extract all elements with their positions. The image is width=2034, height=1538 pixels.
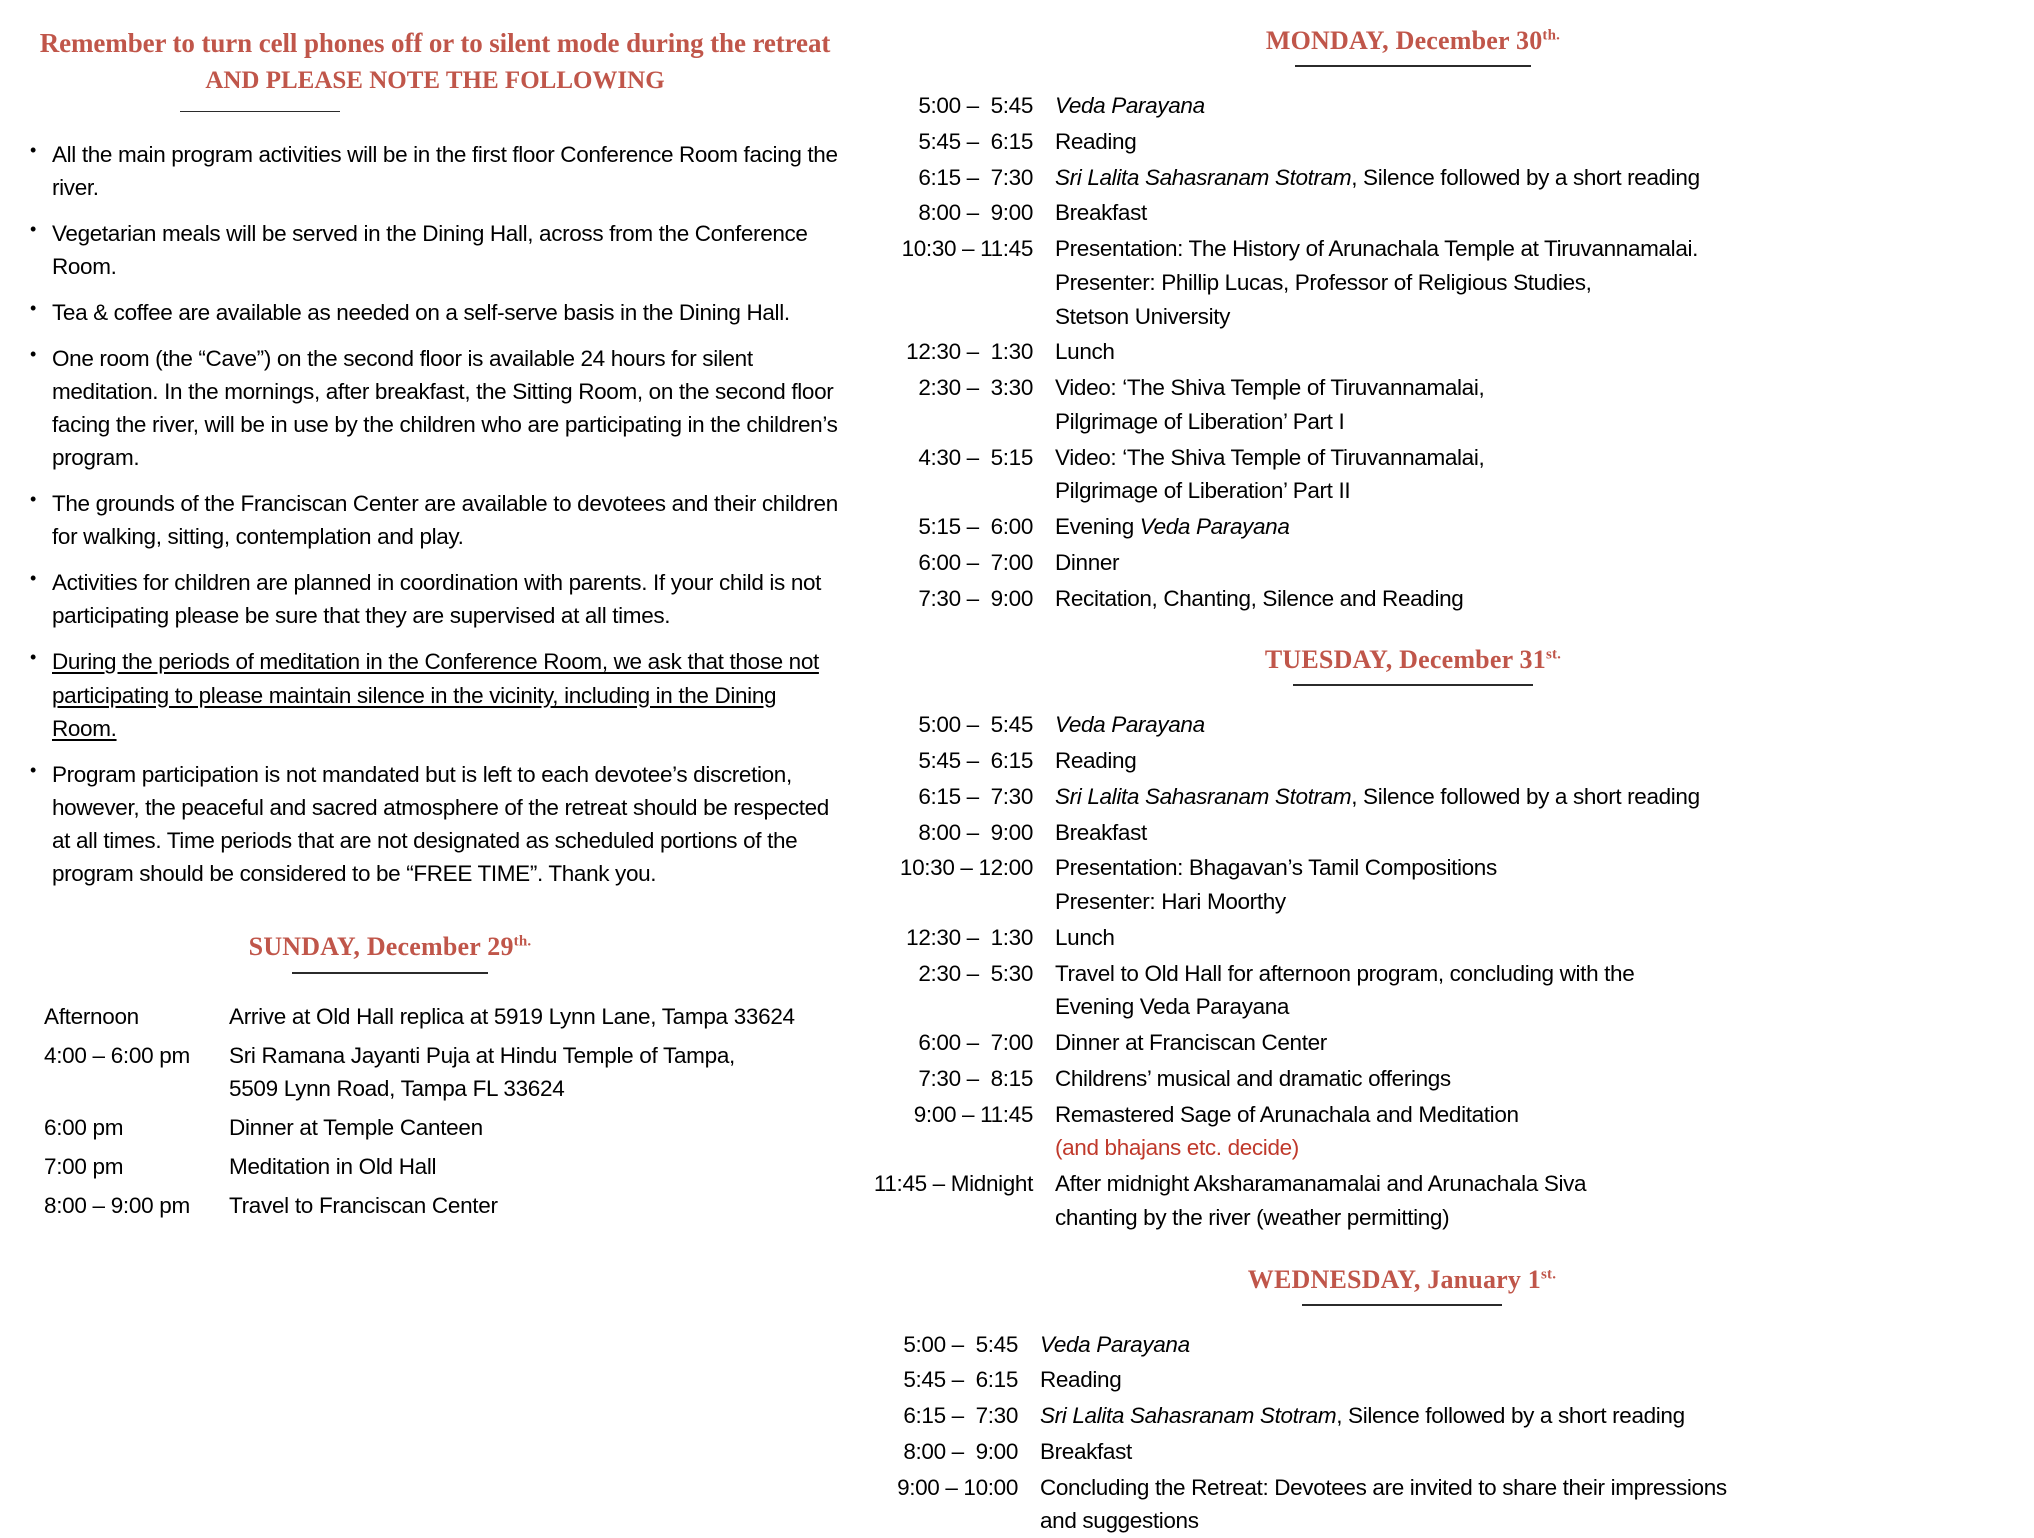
guideline-item — [30, 138, 840, 204]
divider-rule — [180, 111, 340, 112]
guideline-text: The grounds of the Franciscan Center are available to devotees and their children for walking, sitting, contemplation and play. — [52, 491, 838, 549]
schedule-subline: Stetson University — [1055, 300, 2024, 334]
tuesday-date-suffix: st. — [1546, 647, 1561, 663]
schedule-row — [840, 1167, 2024, 1235]
schedule-description — [1040, 1328, 2024, 1362]
schedule-description — [1040, 1471, 2024, 1538]
schedule-row — [840, 546, 2024, 580]
schedule-text: Dinner at Franciscan Center — [1055, 1030, 1327, 1055]
schedule-time: 2:30 – 3:30 — [840, 371, 1055, 439]
schedule-description — [1055, 510, 2024, 544]
guideline-text: All the main program activities will be in the first floor Conference Room facing the river. — [52, 142, 838, 200]
tuesday-schedule — [840, 708, 2024, 1234]
schedule-subline: and suggestions — [1040, 1504, 2024, 1538]
schedule-subline: Presenter: Phillip Lucas, Professor of Religious Studies, — [1055, 266, 2024, 300]
schedule-description — [1055, 125, 2024, 159]
schedule-text: , Silence followed by a short reading — [1351, 165, 1700, 190]
schedule-row — [840, 1098, 2024, 1166]
schedule-description — [229, 1000, 840, 1034]
tuesday-heading — [840, 645, 1986, 675]
schedule-text: Travel to Old Hall for afternoon program, concluding with the — [1055, 961, 1634, 986]
sunday-heading — [30, 932, 750, 962]
schedule-description — [1055, 196, 2024, 230]
schedule-description — [229, 1189, 840, 1223]
schedule-row — [840, 1471, 2024, 1538]
schedule-time: 12:30 – 1:30 — [840, 921, 1055, 955]
notice-line-1: Remember to turn cell phones off or to silent mode during the retreat — [30, 26, 840, 62]
schedule-time: 8:00 – 9:00 — [840, 196, 1055, 230]
schedule-description — [1055, 851, 2024, 919]
schedule-time: 6:00 – 7:00 — [840, 546, 1055, 580]
schedule-text: Sri Ramana Jayanti Puja at Hindu Temple of Tampa, — [229, 1043, 735, 1068]
schedule-description — [1055, 921, 2024, 955]
guideline-text: During the periods of meditation in the Conference Room, we ask that those not participating to please maintain silence in the vicinity, including in the Dining Room. — [52, 649, 819, 740]
schedule-description — [1055, 1098, 2024, 1166]
schedule-time: 12:30 – 1:30 — [840, 335, 1055, 369]
schedule-text: , Silence followed by a short reading — [1351, 784, 1700, 809]
guidelines-list — [30, 138, 840, 890]
schedule-description — [1055, 335, 2024, 369]
schedule-text: Video: ‘The Shiva Temple of Tiruvannamalai, — [1055, 375, 1484, 400]
guideline-item — [30, 645, 840, 744]
schedule-time: 5:45 – 6:15 — [840, 125, 1055, 159]
tuesday-divider-rule — [1293, 684, 1533, 686]
schedule-text: Arrive at Old Hall replica at 5919 Lynn Lane, Tampa 33624 — [229, 1004, 795, 1029]
schedule-row — [840, 510, 2024, 544]
schedule-time: 6:00 – 7:00 — [840, 1026, 1055, 1060]
schedule-description — [1055, 780, 2024, 814]
schedule-description — [1055, 232, 2024, 333]
schedule-row — [840, 89, 2024, 123]
monday-divider-rule — [1295, 65, 1531, 67]
schedule-text: Reading — [1055, 748, 1136, 773]
sunday-day-label: SUNDAY, December 29 — [249, 932, 514, 961]
schedule-row — [840, 371, 2024, 439]
schedule-text: After midnight Aksharamanamalai and Arunachala Siva — [1055, 1171, 1586, 1196]
schedule-text: Lunch — [1055, 339, 1115, 364]
schedule-text: Video: ‘The Shiva Temple of Tiruvannamalai, — [1055, 445, 1484, 470]
right-column — [840, 0, 2034, 1521]
left-column — [0, 0, 840, 1521]
guideline-text: One room (the “Cave”) on the second floor is available 24 hours for silent meditation. In the mornings, after breakfast, the Sitting Room, on the second floor facing the river, will be in use by the children who are participating in the children’s program. — [52, 346, 838, 470]
monday-heading-wrap — [840, 26, 2024, 67]
guideline-item — [30, 342, 840, 474]
schedule-row — [840, 196, 2024, 230]
schedule-description — [1055, 1062, 2024, 1096]
tuesday-heading-wrap — [840, 645, 2024, 686]
schedule-description — [229, 1039, 840, 1107]
phone-notice — [30, 26, 840, 112]
schedule-subline: Presenter: Hari Moorthy — [1055, 885, 2024, 919]
schedule-text: Breakfast — [1055, 820, 1147, 845]
schedule-time: 5:00 – 5:45 — [840, 89, 1055, 123]
schedule-text: Recitation, Chanting, Silence and Reading — [1055, 586, 1463, 611]
guideline-text: Activities for children are planned in coordination with parents. If your child is not participating please be sure that they are supervised at all times. — [52, 570, 821, 628]
schedule-time: 10:30 – 12:00 — [840, 851, 1055, 919]
sunday-schedule — [30, 1000, 840, 1223]
schedule-time: 8:00 – 9:00 — [840, 1435, 1040, 1469]
schedule-time: 5:00 – 5:45 — [840, 708, 1055, 742]
schedule-text: Childrens’ musical and dramatic offerings — [1055, 1066, 1451, 1091]
schedule-time: 2:30 – 5:30 — [840, 957, 1055, 1025]
schedule-description — [1055, 161, 2024, 195]
schedule-time: 6:15 – 7:30 — [840, 780, 1055, 814]
monday-block — [840, 26, 2024, 615]
schedule-row — [44, 1150, 840, 1184]
schedule-row — [840, 335, 2024, 369]
schedule-row — [840, 1062, 2024, 1096]
schedule-description — [1055, 1026, 2024, 1060]
schedule-italic-title: Veda Parayana — [1055, 712, 1205, 737]
schedule-row — [44, 1000, 840, 1034]
schedule-italic-title: Sri Lalita Sahasranam Stotram — [1055, 165, 1351, 190]
schedule-subline: chanting by the river (weather permitting) — [1055, 1201, 2024, 1235]
wednesday-heading-wrap — [840, 1265, 2024, 1306]
schedule-description — [1055, 708, 2024, 742]
schedule-row — [44, 1039, 840, 1107]
guideline-text: Program participation is not mandated but is left to each devotee’s discretion, however, the peaceful and sacred atmosphere of the retreat should be respected at all times. Time periods that are not designated as scheduled portions of the program should be considered to be “FREE TIME”. Thank you. — [52, 762, 829, 886]
schedule-subline: 5509 Lynn Road, Tampa FL 33624 — [229, 1072, 840, 1106]
schedule-row — [840, 1026, 2024, 1060]
wednesday-schedule — [840, 1328, 2024, 1538]
schedule-text: Lunch — [1055, 925, 1115, 950]
schedule-row — [840, 744, 2024, 778]
guideline-item — [30, 758, 840, 890]
schedule-subline: Evening Veda Parayana — [1055, 990, 2024, 1024]
tuesday-day-label: TUESDAY, December 31 — [1265, 645, 1546, 674]
schedule-text: Presentation: Bhagavan’s Tamil Compositions — [1055, 855, 1497, 880]
schedule-text: Reading — [1040, 1367, 1121, 1392]
schedule-description — [1055, 957, 2024, 1025]
wednesday-day-label: WEDNESDAY, January 1 — [1248, 1265, 1541, 1294]
schedule-description — [1040, 1399, 2024, 1433]
schedule-time: 10:30 – 11:45 — [840, 232, 1055, 333]
schedule-row — [840, 957, 2024, 1025]
guideline-item — [30, 217, 840, 283]
schedule-row — [44, 1189, 840, 1223]
schedule-italic-title: Sri Lalita Sahasranam Stotram — [1055, 784, 1351, 809]
schedule-red-note: (and bhajans etc. decide) — [1055, 1131, 2024, 1165]
schedule-time: 6:15 – 7:30 — [840, 1399, 1040, 1433]
sunday-divider-rule — [292, 972, 488, 974]
schedule-italic-title: Veda Parayana — [1140, 514, 1290, 539]
schedule-time: Afternoon — [44, 1000, 229, 1034]
schedule-subline: Pilgrimage of Liberation’ Part II — [1055, 474, 2024, 508]
schedule-italic-title: Veda Parayana — [1055, 93, 1205, 118]
notice-line-2: AND PLEASE NOTE THE FOLLOWING — [30, 64, 840, 97]
schedule-text: Dinner at Temple Canteen — [229, 1115, 483, 1140]
schedule-time: 4:00 – 6:00 pm — [44, 1039, 229, 1107]
schedule-row — [840, 1435, 2024, 1469]
schedule-text: Breakfast — [1040, 1439, 1132, 1464]
schedule-row — [840, 780, 2024, 814]
schedule-time: 6:00 pm — [44, 1111, 229, 1145]
schedule-text: Concluding the Retreat: Devotees are invited to share their impressions — [1040, 1475, 1727, 1500]
schedule-time: 6:15 – 7:30 — [840, 161, 1055, 195]
schedule-time: 4:30 – 5:15 — [840, 441, 1055, 509]
schedule-time: 5:45 – 6:15 — [840, 744, 1055, 778]
monday-schedule — [840, 89, 2024, 615]
schedule-time: 8:00 – 9:00 pm — [44, 1189, 229, 1223]
monday-day-label: MONDAY, December 30 — [1266, 26, 1543, 55]
schedule-row — [840, 232, 2024, 333]
schedule-row — [44, 1111, 840, 1145]
schedule-description — [229, 1150, 840, 1184]
schedule-text: Travel to Franciscan Center — [229, 1193, 498, 1218]
schedule-row — [840, 816, 2024, 850]
wednesday-heading — [840, 1265, 1964, 1295]
schedule-time: 9:00 – 10:00 — [840, 1471, 1040, 1538]
schedule-description — [1040, 1435, 2024, 1469]
schedule-time: 5:45 – 6:15 — [840, 1363, 1040, 1397]
schedule-description — [1055, 816, 2024, 850]
schedule-text: Remastered Sage of Arunachala and Meditation — [1055, 1102, 1519, 1127]
schedule-description — [1055, 371, 2024, 439]
wednesday-date-suffix: st. — [1541, 1266, 1556, 1282]
wednesday-block — [840, 1265, 2024, 1538]
schedule-time: 9:00 – 11:45 — [840, 1098, 1055, 1166]
schedule-row — [840, 125, 2024, 159]
tuesday-block — [840, 645, 2024, 1234]
schedule-text: Presentation: The History of Arunachala Temple at Tiruvannamalai. — [1055, 236, 1698, 261]
schedule-row — [840, 851, 2024, 919]
schedule-time: 7:30 – 9:00 — [840, 582, 1055, 616]
schedule-row — [840, 161, 2024, 195]
schedule-time: 5:15 – 6:00 — [840, 510, 1055, 544]
guideline-text: Tea & coffee are available as needed on a self-serve basis in the Dining Hall. — [52, 300, 790, 325]
schedule-row — [840, 708, 2024, 742]
schedule-row — [840, 582, 2024, 616]
schedule-text: Evening — [1055, 514, 1140, 539]
schedule-description — [1055, 441, 2024, 509]
guideline-item — [30, 487, 840, 553]
schedule-row — [840, 921, 2024, 955]
schedule-description — [1055, 546, 2024, 580]
schedule-row — [840, 1363, 2024, 1397]
wednesday-divider-rule — [1302, 1304, 1502, 1306]
schedule-description — [1055, 1167, 2024, 1235]
schedule-description — [1055, 744, 2024, 778]
schedule-time: 5:00 – 5:45 — [840, 1328, 1040, 1362]
schedule-text: , Silence followed by a short reading — [1336, 1403, 1685, 1428]
sunday-date-suffix: th. — [514, 933, 532, 949]
schedule-time: 11:45 – Midnight — [840, 1167, 1055, 1235]
guideline-item — [30, 566, 840, 632]
sunday-block — [30, 932, 840, 1223]
schedule-description — [1055, 89, 2024, 123]
schedule-text: Meditation in Old Hall — [229, 1154, 436, 1179]
schedule-row — [840, 441, 2024, 509]
schedule-description — [1040, 1363, 2024, 1397]
monday-heading — [840, 26, 1986, 56]
guideline-item — [30, 296, 840, 329]
schedule-description — [229, 1111, 840, 1145]
guideline-text: Vegetarian meals will be served in the Dining Hall, across from the Conference Room. — [52, 221, 808, 279]
schedule-description — [1055, 582, 2024, 616]
schedule-row — [840, 1328, 2024, 1362]
schedule-time: 7:00 pm — [44, 1150, 229, 1184]
schedule-subline: Pilgrimage of Liberation’ Part I — [1055, 405, 2024, 439]
schedule-text: Breakfast — [1055, 200, 1147, 225]
schedule-time: 8:00 – 9:00 — [840, 816, 1055, 850]
schedule-text: Dinner — [1055, 550, 1119, 575]
schedule-italic-title: Veda Parayana — [1040, 1332, 1190, 1357]
schedule-italic-title: Sri Lalita Sahasranam Stotram — [1040, 1403, 1336, 1428]
monday-date-suffix: th. — [1542, 27, 1560, 43]
schedule-time: 7:30 – 8:15 — [840, 1062, 1055, 1096]
sunday-heading-wrap — [30, 932, 840, 974]
schedule-row — [840, 1399, 2024, 1433]
schedule-text: Reading — [1055, 129, 1136, 154]
